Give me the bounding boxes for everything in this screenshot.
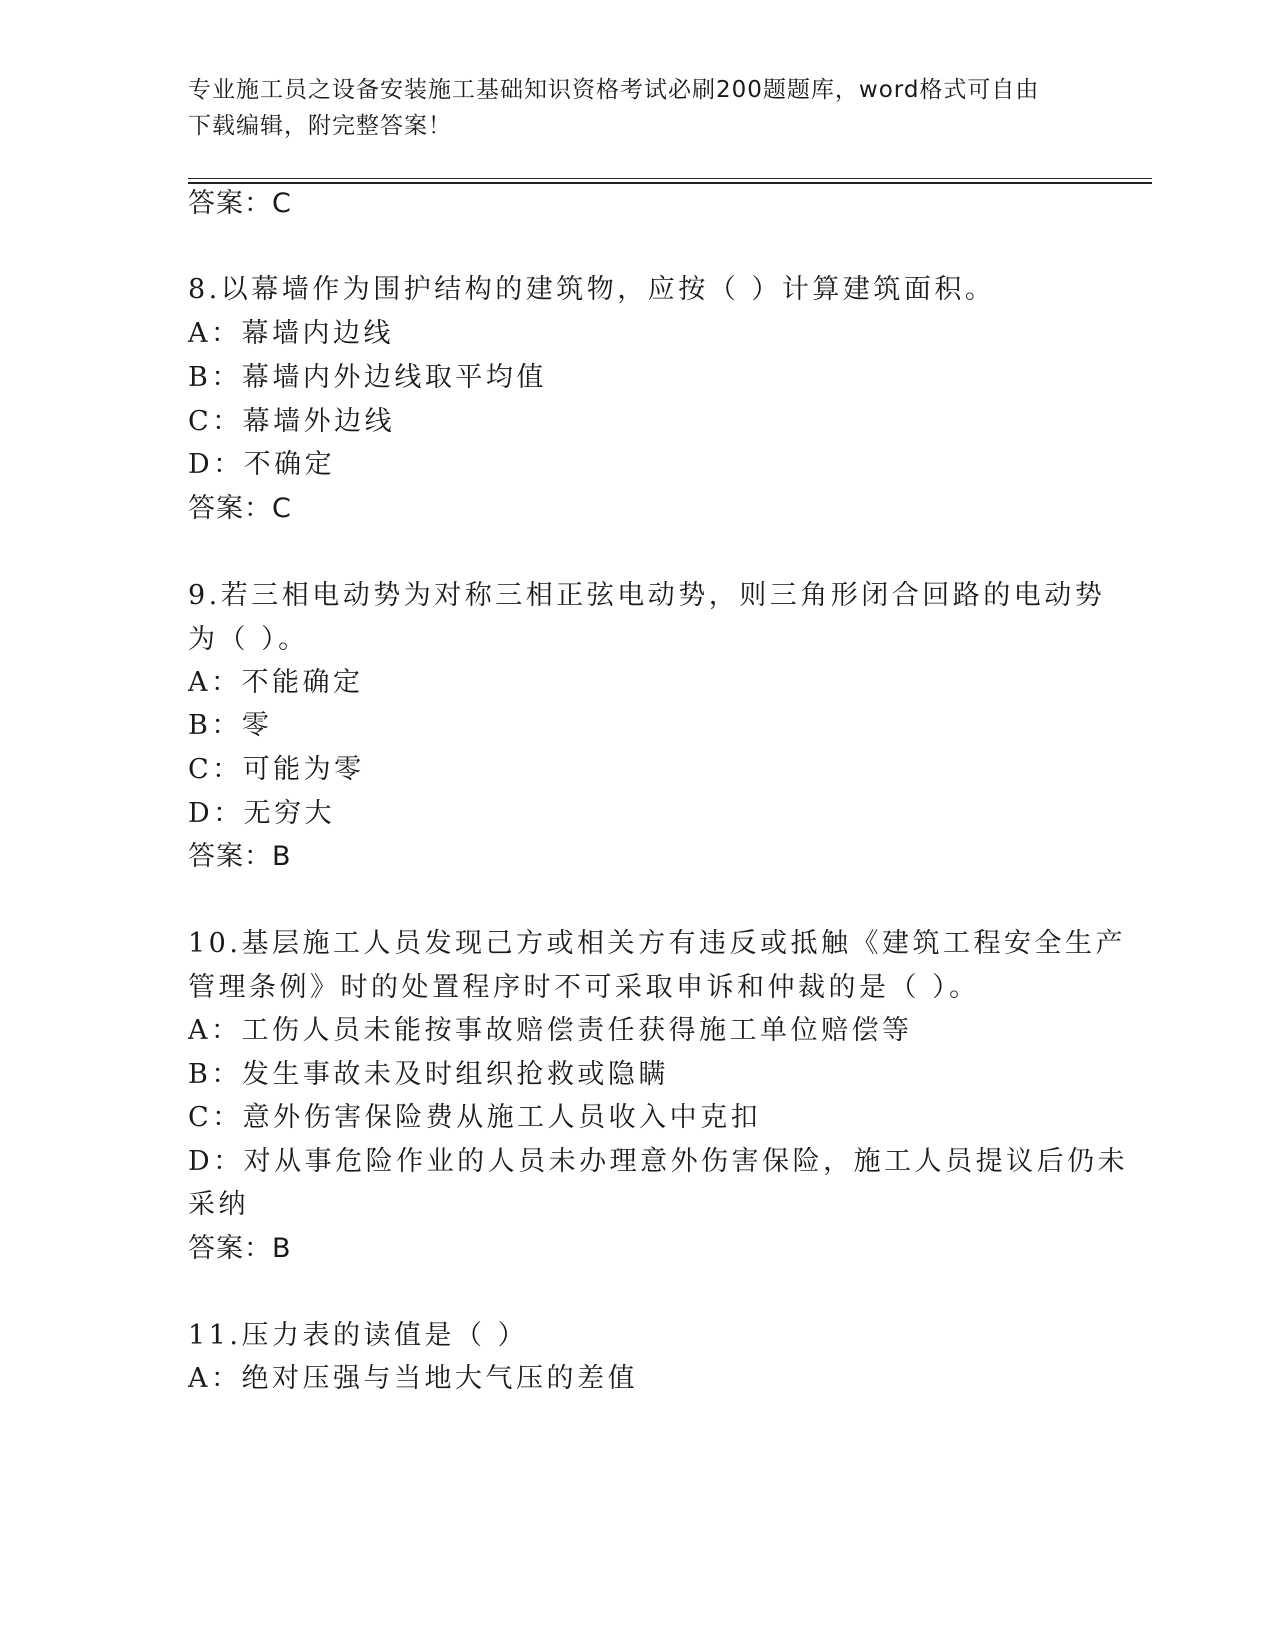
- header-divider-thick: [188, 182, 1152, 184]
- option-b: B：幕墙内外边线取平均值: [188, 362, 547, 393]
- question-stem: 9.若三相电动势为对称三相正弦电动势，则三角形闭合回路的电动势: [188, 580, 1106, 611]
- question-stem-continued: 管理条例》时的处置程序时不可采取申诉和仲裁的是（ ）。: [188, 972, 980, 1003]
- option-d: D：对从事危险作业的人员未办理意外伤害保险，施工人员提议后仍未: [188, 1146, 1129, 1177]
- option-a: A：幕墙内边线: [188, 318, 394, 349]
- answer-line: 答案：C: [188, 188, 292, 219]
- header-line-1: 专业施工员之设备安装施工基础知识资格考试必刷200题题库，word格式可自由: [188, 77, 1040, 103]
- question-stem-continued: 为（ ）。: [188, 624, 309, 655]
- answer-line: 答案：C: [188, 493, 292, 524]
- option-b: B：发生事故未及时组织抢救或隐瞒: [188, 1059, 669, 1090]
- answer-line: 答案：B: [188, 841, 292, 872]
- answer-line: 答案：B: [188, 1233, 292, 1264]
- option-d-continued: 采纳: [188, 1189, 249, 1220]
- option-a: A：不能确定: [188, 667, 364, 698]
- question-stem: 8.以幕墙作为围护结构的建筑物，应按（ ）计算建筑面积。: [188, 274, 996, 305]
- option-d: D：不确定: [188, 449, 336, 480]
- option-c: C：意外伤害保险费从施工人员收入中克扣: [188, 1102, 762, 1133]
- option-a: A：工伤人员未能按事故赔偿责任获得施工单位赔偿等: [188, 1015, 913, 1046]
- option-c: C：可能为零: [188, 754, 365, 785]
- question-stem: 11.压力表的读值是（ ）: [188, 1320, 529, 1351]
- question-stem: 10.基层施工人员发现己方或相关方有违反或抵触《建筑工程安全生产: [188, 928, 1126, 959]
- header-line-2: 下载编辑，附完整答案！: [188, 113, 452, 139]
- option-b: B：零: [188, 710, 273, 741]
- option-c: C：幕墙外边线: [188, 406, 396, 437]
- document-header: [188, 72, 1068, 144]
- option-a: A：绝对压强与当地大气压的差值: [188, 1363, 638, 1394]
- option-d: D：无穷大: [188, 798, 336, 829]
- header-divider-thin: [188, 178, 1152, 179]
